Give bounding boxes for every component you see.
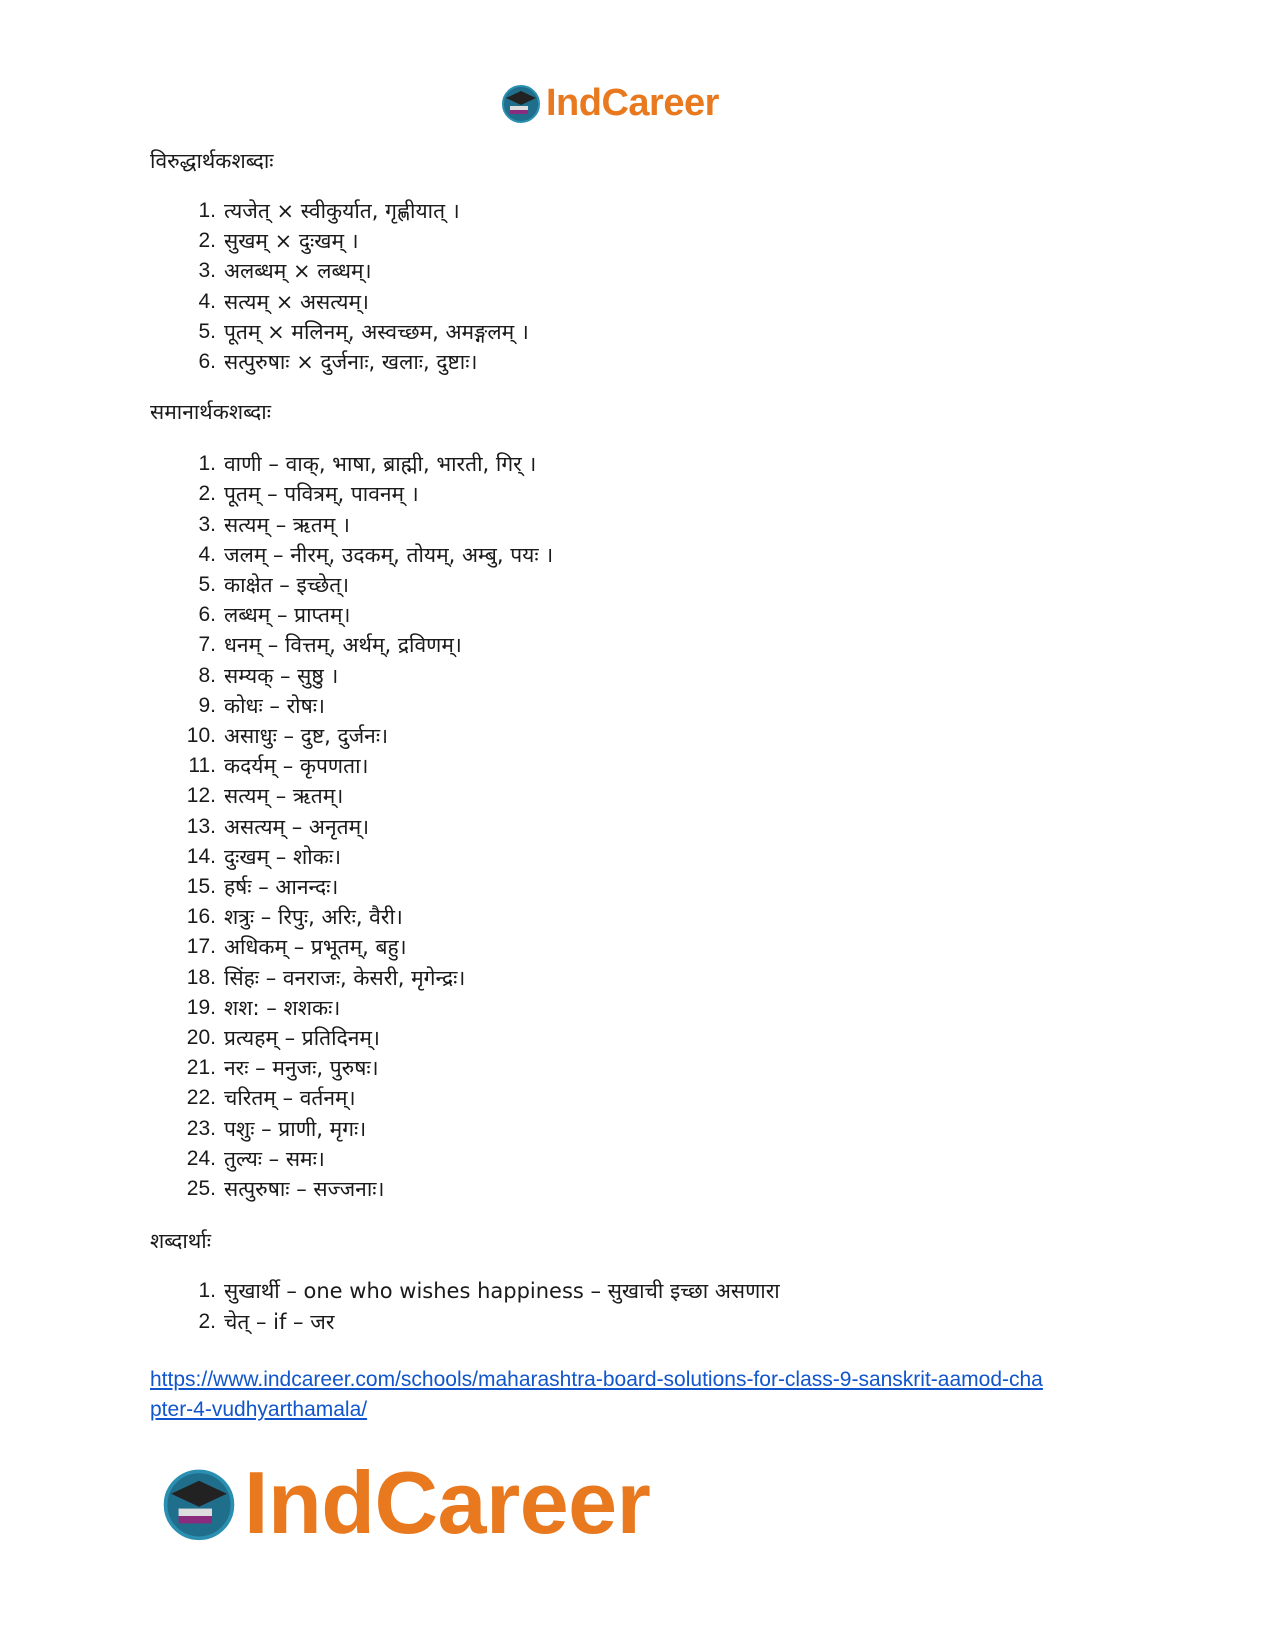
list-item-number: 2. (198, 229, 216, 253)
list-item (150, 479, 1150, 509)
list-item-text: धनम् – वित्तम्, अर्थम्, द्रविणम्। (224, 633, 462, 658)
list-item (150, 1114, 1150, 1144)
list-item-number: 22. (186, 1086, 216, 1110)
list-item (150, 196, 1150, 226)
list-item-text: सत्यम् – ऋतम्। (224, 784, 344, 809)
list-item-number: 6. (198, 350, 216, 374)
list-item (150, 902, 1150, 932)
list-item (150, 751, 1150, 781)
list-item (150, 1307, 1150, 1337)
list-item-number: 25. (186, 1177, 216, 1201)
list-item-text: लब्धम् – प्राप्तम्। (224, 603, 351, 628)
list-item-text: चेत् – if – जर (224, 1309, 335, 1334)
list-item-text: शश: – शशकः। (224, 995, 341, 1020)
list-item-text: नरः – मनुजः, पुरुषः। (224, 1056, 379, 1081)
list-item-text: सत्यम् – ऋतम् । (224, 512, 350, 537)
heading-synonyms: समानार्थकशब्दाः (150, 400, 271, 425)
list-item-number: 5. (198, 573, 216, 597)
list-item (150, 256, 1150, 286)
antonyms-list (150, 196, 1150, 377)
footer-logo (160, 1452, 650, 1554)
list-item-number: 1. (198, 199, 216, 222)
list-item-text: पशुः – प्राणी, मृगः। (224, 1116, 367, 1141)
source-link[interactable] (150, 1365, 1110, 1425)
list-item (150, 842, 1150, 872)
header-brand-text: IndCareer (546, 81, 719, 124)
list-item (150, 510, 1150, 540)
list-item (150, 1083, 1150, 1113)
list-item (150, 1276, 1150, 1306)
list-item-text: सुखम् × दुःखम् । (224, 229, 359, 254)
list-item-text: काक्षेत – इच्छेत्। (224, 573, 350, 598)
list-item-text: सत्पुरुषाः × दुर्जनाः, खलाः, दुष्टाः। (224, 350, 478, 375)
list-item-number: 4. (198, 289, 216, 313)
list-item (150, 630, 1150, 660)
list-item-number: 3. (198, 259, 216, 283)
list-item-number: 10. (186, 724, 216, 748)
list-item-number: 17. (186, 935, 216, 959)
list-item-number: 8. (198, 663, 216, 687)
list-item-number: 16. (186, 905, 216, 929)
word-meanings-list (150, 1276, 1150, 1336)
source-link-line-1[interactable]: https://www.indcareer.com/schools/maharashtra-board-solutions-for-class-9-sanskrit-aamod-cha (150, 1367, 1043, 1391)
list-item-text: पूतम् × मलिनम्, अस्वच्छम, अमङ्गलम् । (224, 319, 529, 344)
list-item (150, 1174, 1150, 1204)
list-item-number: 6. (198, 603, 216, 627)
list-item-text: तुल्यः – समः। (224, 1146, 325, 1171)
list-item-text: हर्षः – आनन्दः। (224, 875, 339, 900)
footer-brand-text: IndCareer (244, 1453, 651, 1552)
list-item-text: असत्यम् – अनृतम्। (224, 814, 370, 839)
list-item (150, 812, 1150, 842)
list-item-number: 13. (186, 814, 216, 838)
list-item-number: 12. (186, 784, 216, 808)
list-item-number: 23. (186, 1116, 216, 1140)
list-item (150, 872, 1150, 902)
list-item (150, 317, 1150, 347)
list-item-number: 1. (198, 452, 216, 476)
list-item (150, 721, 1150, 751)
list-item-number: 2. (198, 1309, 216, 1333)
globe-graduation-cap-icon (160, 1464, 238, 1542)
globe-graduation-cap-icon (500, 82, 542, 124)
document-body (150, 146, 1150, 1425)
list-item-number: 19. (186, 995, 216, 1019)
list-item (150, 570, 1150, 600)
synonyms-list (150, 449, 1150, 1204)
list-item-text: अधिकम् – प्रभूतम्, बहु। (224, 935, 407, 960)
list-item (150, 963, 1150, 993)
header-logo (500, 80, 719, 126)
list-item (150, 1053, 1150, 1083)
list-item-text: वाणी – वाक्, भाषा, ब्राह्मी, भारती, गिर् । (224, 452, 537, 477)
list-item (150, 226, 1150, 256)
list-item-number: 21. (186, 1056, 216, 1080)
list-item-text: असाधुः – दुष्ट, दुर्जनः। (224, 724, 389, 749)
list-item-number: 14. (186, 844, 216, 868)
list-item-text: दुःखम् – शोकः। (224, 844, 342, 869)
list-item-number: 2. (198, 482, 216, 506)
list-item-number: 18. (186, 965, 216, 989)
list-item-text: त्यजेत् × स्वीकुर्यात, गृह्णीयात् । (224, 199, 460, 223)
list-item-number: 5. (198, 319, 216, 343)
list-item-number: 3. (198, 512, 216, 536)
list-item-text: सम्यक् – सुष्ठु । (224, 663, 339, 688)
list-item-number: 15. (186, 875, 216, 899)
list-item (150, 781, 1150, 811)
heading-antonyms: विरुद्धार्थकशब्दाः (150, 149, 274, 173)
source-link-line-2[interactable]: pter-4-vudhyarthamala/ (150, 1397, 368, 1421)
heading-word-meanings: शब्दार्थाः (150, 1229, 211, 1254)
list-item-number: 20. (186, 1026, 216, 1050)
list-item-number: 1. (198, 1279, 216, 1303)
list-item (150, 691, 1150, 721)
list-item-text: कोधः – रोषः। (224, 693, 325, 718)
list-item (150, 449, 1150, 479)
list-item-number: 11. (188, 754, 216, 778)
list-item-text: अलब्धम् × लब्धम्। (224, 259, 372, 284)
list-item-text: सत्यम् × असत्यम्। (224, 289, 369, 314)
list-item-number: 4. (198, 542, 216, 566)
list-item (150, 932, 1150, 962)
list-item-text: जलम् – नीरम्, उदकम्, तोयम्, अम्बु, पयः । (224, 542, 554, 567)
list-item-number: 24. (186, 1146, 216, 1170)
list-item (150, 993, 1150, 1023)
list-item (150, 1144, 1150, 1174)
list-item-text: सत्पुरुषाः – सज्जनाः। (224, 1177, 385, 1202)
list-item (150, 1023, 1150, 1053)
list-item-text: सुखार्थी – one who wishes happiness – सुखाची इच्छा असणारा (224, 1279, 780, 1304)
list-item-number: 7. (198, 633, 216, 657)
list-item (150, 347, 1150, 377)
list-item-text: चरितम् – वर्तनम्। (224, 1086, 356, 1111)
list-item-number: 9. (198, 693, 216, 717)
list-item-text: पूतम् – पवित्रम्, पावनम् । (224, 482, 419, 507)
list-item (150, 540, 1150, 570)
list-item-text: प्रत्यहम् – प्रतिदिनम्। (224, 1026, 380, 1051)
list-item (150, 661, 1150, 691)
list-item-text: शत्रुः – रिपुः, अरिः, वैरी। (224, 905, 403, 930)
list-item-text: सिंहः – वनराजः, केसरी, मृगेन्द्रः। (224, 965, 466, 990)
list-item (150, 287, 1150, 317)
list-item-text: कदर्यम् – कृपणता। (224, 754, 369, 779)
list-item (150, 600, 1150, 630)
